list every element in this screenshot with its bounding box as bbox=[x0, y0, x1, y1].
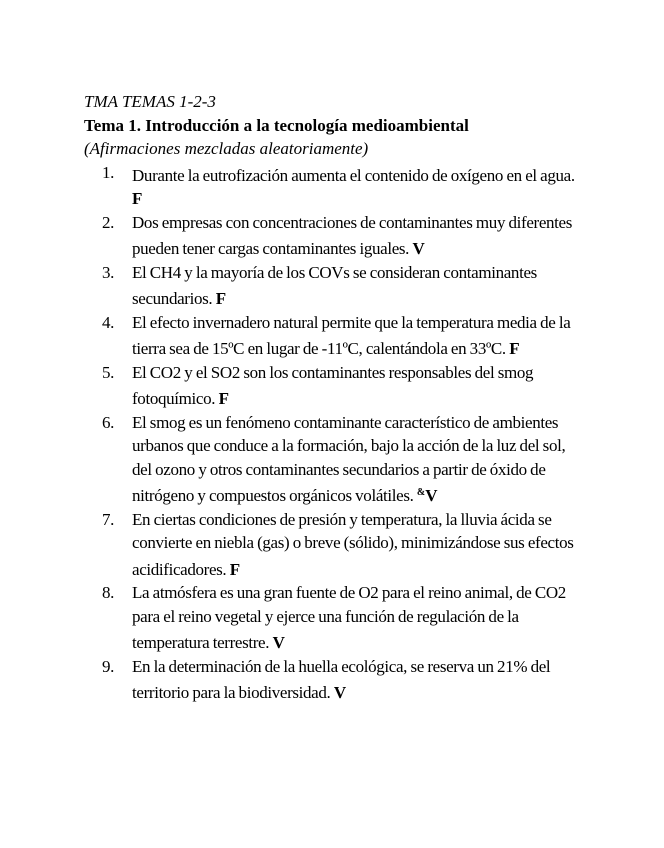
section-title: Tema 1. Introducción a la tecnología medioambiental bbox=[84, 115, 469, 135]
item-number: 5. bbox=[102, 362, 115, 382]
statement-list bbox=[84, 161, 584, 705]
document-page bbox=[84, 90, 584, 705]
item-answer: F bbox=[132, 189, 143, 208]
list-item bbox=[84, 655, 584, 705]
section-subtitle: (Afirmaciones mezcladas aleatoriamente) bbox=[84, 139, 369, 158]
item-answer: F bbox=[218, 389, 229, 408]
item-number: 9. bbox=[102, 656, 115, 676]
item-text: La atmósfera es una gran fuente de O2 para el reino animal, de CO2 para el reino vegetal y ejerce una función de regulación de la temperatura terrestre. bbox=[132, 583, 566, 652]
list-item bbox=[84, 361, 584, 411]
item-answer: V bbox=[272, 633, 285, 652]
item-number: 1. bbox=[102, 162, 115, 182]
item-text: En ciertas condiciones de presión y temperatura, la lluvia ácida se convierte en niebla (gas) o breve (sólido), minimizándose sus efectos acidificadores. bbox=[132, 509, 574, 579]
item-mark: & bbox=[416, 487, 426, 498]
item-number: 3. bbox=[102, 262, 115, 282]
item-text: El CO2 y el SO2 son los contaminantes responsables del smog fotoquímico. bbox=[132, 362, 534, 408]
item-answer: F bbox=[509, 339, 520, 358]
item-number: 6. bbox=[102, 412, 115, 432]
item-text: El efecto invernadero natural permite que la temperatura media de la tierra sea de 15ºC en lugar de -11ºC, calentándola en 33ºC. bbox=[132, 312, 571, 358]
item-text: Dos empresas con concentraciones de contaminantes muy diferentes pueden tener cargas contaminantes iguales. bbox=[132, 212, 573, 258]
item-answer: V bbox=[412, 239, 425, 258]
list-item bbox=[84, 581, 584, 655]
list-item bbox=[84, 508, 584, 582]
item-answer: V bbox=[425, 486, 438, 505]
item-answer: V bbox=[333, 683, 346, 702]
item-text: En la determinación de la huella ecológica, se reserva un 21% del territorio para la biodiversidad. bbox=[132, 656, 551, 702]
item-number: 7. bbox=[102, 509, 115, 529]
item-number: 8. bbox=[102, 583, 115, 602]
list-item bbox=[84, 161, 584, 211]
item-answer: F bbox=[215, 289, 226, 308]
list-item bbox=[84, 261, 584, 311]
item-number: 4. bbox=[102, 312, 115, 332]
item-answer: F bbox=[229, 559, 240, 579]
item-text: Durante la eutrofización aumenta el contenido de oxígeno en el agua. bbox=[132, 165, 575, 185]
item-text: El CH4 y la mayoría de los COVs se consideran contaminantes secundarios. bbox=[132, 262, 537, 308]
item-number: 2. bbox=[102, 212, 115, 232]
list-item bbox=[84, 311, 584, 361]
list-item bbox=[84, 411, 584, 508]
document-title: TMA TEMAS 1-2-3 bbox=[84, 92, 216, 111]
item-text: El smog es un fenómeno contaminante característico de ambientes urbanos que conduce a la formación, bajo la acción de la luz del sol, del ozono y otros contaminantes secundarios a partir de óxido de nitrógeno y compuestos orgánicos volátiles. bbox=[132, 412, 566, 505]
list-item bbox=[84, 211, 584, 261]
